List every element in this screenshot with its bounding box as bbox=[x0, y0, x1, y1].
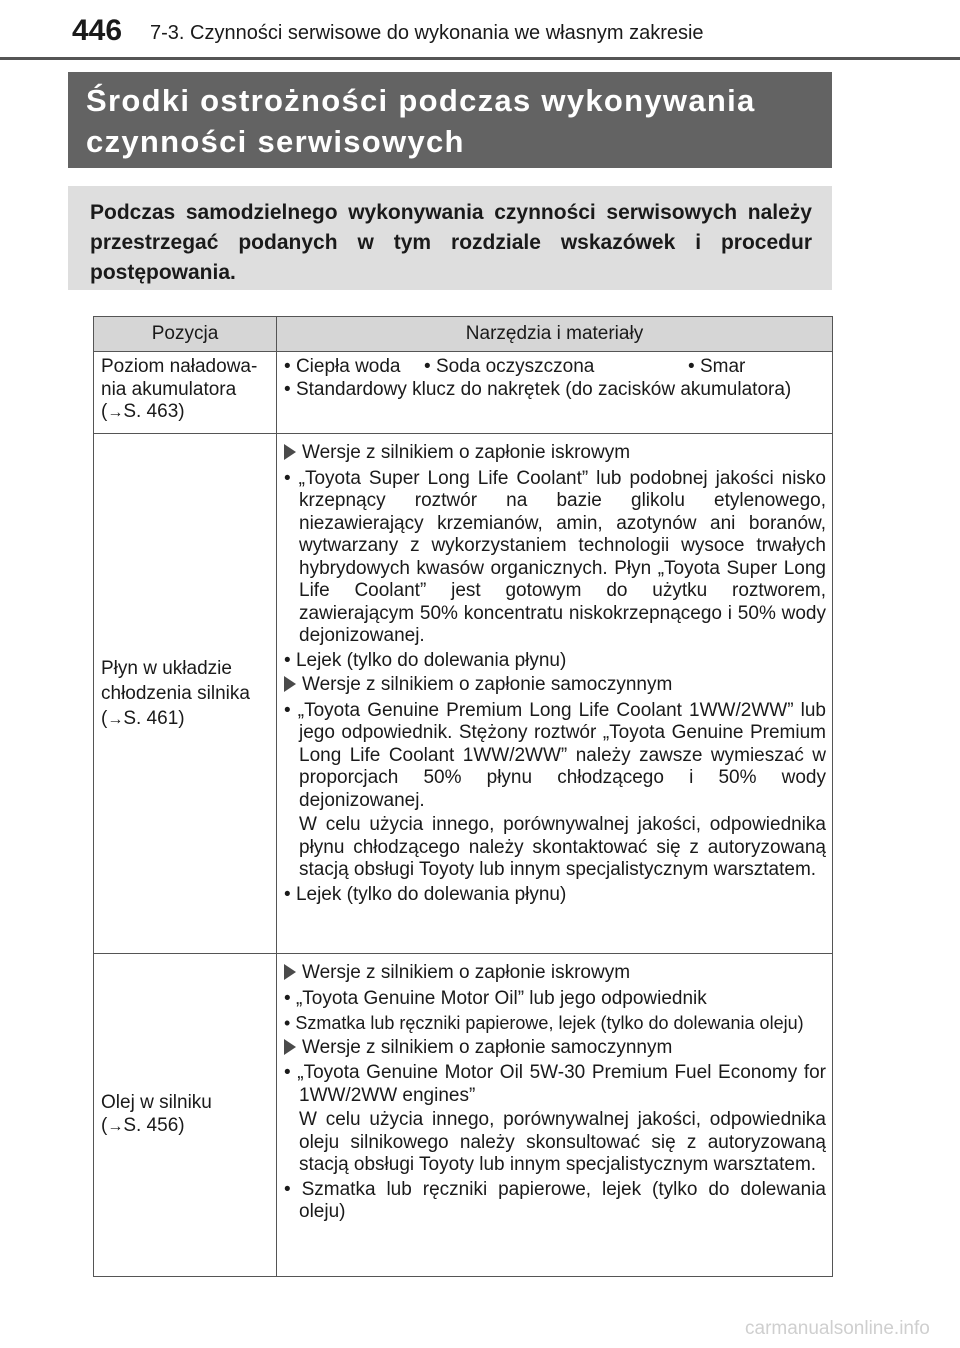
position-line: nia akumulatora bbox=[101, 378, 237, 400]
arrow-right-icon: → bbox=[107, 404, 124, 421]
tool-name: Standardowy klucz do nakrętek (do zacisków akumulatora) bbox=[295, 378, 792, 400]
list-item: • Szmatka lub ręczniki papierowe, lejek (tylko do dolewania oleju) bbox=[284, 1178, 826, 1222]
bullet-icon: • bbox=[284, 883, 291, 905]
page-title-line1: Środki ostrożności podczas wykonywania bbox=[86, 83, 756, 118]
triangle-right-icon bbox=[284, 444, 296, 460]
position-cell bbox=[94, 434, 277, 954]
list-item bbox=[284, 379, 826, 402]
list-item: • „Toyota Genuine Motor Oil” lub jego odpowiednik bbox=[284, 987, 707, 1009]
intro-paragraph: Podczas samodzielnego wykonywania czynności serwisowych należy przestrzegać podanych w tym rozdziale wskazówek i procedur postępowania. bbox=[68, 186, 832, 290]
triangle-right-icon bbox=[284, 676, 296, 692]
list-item: • Szmatka lub ręczniki papierowe, lejek (tylko do dolewania oleju) bbox=[284, 1013, 804, 1033]
list-item: • „Toyota Genuine Motor Oil 5W-30 Premium Fuel Economy for 1WW/2WW engines” bbox=[284, 1062, 826, 1106]
bullet-icon: • bbox=[284, 1013, 291, 1033]
triangle-right-icon bbox=[284, 1039, 296, 1055]
table-row bbox=[94, 434, 833, 954]
list-item: • „Toyota Super Long Life Coolant” lub podobnej jakości nisko krzepnący roztwór na bazie glikolu etylenowego, niezawierający krzemianów, amin, azotynów ani boranów, wytwarzany z wykorzystaniem technologii wysoce trwałych hybrydowych kwasów organicznych. Płyn „Toyota Super Long Life Coolant” jest gotowym do użytku roztworem, zawierającym 50% koncentratu niskokrzepnącego i 50% wody dejonizowanej. bbox=[284, 467, 827, 646]
list-item: • „Toyota Genuine Premium Long Life Coolant 1WW/2WW” lub jego odpowiednik. Stężony roztwór „Toyota Genuine Premium Long Life Coolant 1WW/2WW” należy zawsze wymieszać w proporcjach 50% płynu chłodzącego i 50% wody dejonizowanej. bbox=[284, 699, 826, 811]
arrow-right-icon: → bbox=[107, 710, 124, 728]
bullet-icon: • bbox=[688, 356, 695, 377]
page-reference: (→S. 463) bbox=[101, 401, 185, 422]
list-item bbox=[284, 356, 826, 379]
bullet-icon: • bbox=[424, 356, 431, 377]
arrow-right-icon: → bbox=[107, 1117, 124, 1135]
bullet-icon: • bbox=[284, 649, 291, 671]
column-header-position: Pozycja bbox=[94, 317, 277, 352]
page-title bbox=[68, 72, 832, 168]
position-line: Poziom naładowa- bbox=[101, 356, 258, 377]
tools-cell bbox=[277, 954, 833, 1277]
tool-name: Soda oczyszczona bbox=[435, 356, 595, 377]
section-title: 7-3. Czynności serwisowe do wykonania we własnym zakresie bbox=[150, 22, 704, 44]
page-reference: (→S. 456) bbox=[101, 1114, 185, 1136]
tools-table bbox=[93, 316, 833, 1277]
page-title-line2: czynności serwisowych bbox=[86, 124, 465, 159]
tools-cell bbox=[277, 434, 833, 954]
note-paragraph: W celu użycia innego, porównywalnej jakości, odpowiednika płynu chłodzącego należy skontaktować się z autoryzowaną stacją obsługi Toyoty lub innym specjalistycznym warsztatem. bbox=[299, 814, 826, 880]
bullet-icon: • bbox=[284, 699, 291, 721]
subheading: Wersje z silnikiem o zapłonie iskrowym bbox=[284, 962, 826, 985]
bullet-icon: • bbox=[284, 1062, 291, 1083]
bullet-icon: • bbox=[284, 356, 291, 377]
page-reference-link[interactable]: S. 463 bbox=[123, 401, 179, 422]
bullet-icon: • bbox=[284, 378, 291, 400]
position-line: chłodzenia silnika bbox=[101, 682, 250, 704]
subheading: Wersje z silnikiem o zapłonie iskrowym bbox=[284, 442, 826, 465]
page-number: 446 bbox=[72, 14, 123, 47]
list-item: • Lejek (tylko do dolewania płynu) bbox=[284, 883, 567, 905]
page-reference-link[interactable]: S. 456 bbox=[123, 1114, 179, 1136]
position-line: Olej w silniku bbox=[101, 1092, 212, 1113]
tool-name: Smar bbox=[699, 356, 746, 377]
bullet-icon: • bbox=[284, 987, 291, 1009]
page-reference-link[interactable]: S. 461 bbox=[123, 707, 179, 729]
triangle-right-icon bbox=[284, 964, 296, 980]
page-reference: (→S. 461) bbox=[101, 707, 185, 729]
tool-name: Ciepła woda bbox=[295, 356, 401, 377]
position-cell bbox=[94, 954, 277, 1277]
position-line: Płyn w układzie bbox=[101, 657, 232, 679]
bullet-icon: • bbox=[284, 467, 291, 489]
column-header-tools: Narzędzia i materiały bbox=[277, 317, 833, 352]
subheading: Wersje z silnikiem o zapłonie samoczynnym bbox=[284, 1037, 826, 1060]
table-row bbox=[94, 954, 833, 1277]
page-header bbox=[0, 0, 960, 62]
tools-cell bbox=[277, 352, 833, 434]
bullet-icon: • bbox=[284, 1178, 291, 1200]
watermark: carmanualsonline.info bbox=[745, 1318, 930, 1339]
position-cell bbox=[94, 352, 277, 434]
subheading: Wersje z silnikiem o zapłonie samoczynnym bbox=[284, 674, 826, 697]
header-rule bbox=[0, 57, 960, 60]
list-item: • Lejek (tylko do dolewania płynu) bbox=[284, 649, 567, 671]
table-header-row bbox=[94, 317, 833, 352]
note-paragraph: W celu użycia innego, porównywalnej jakości, odpowiednika oleju silnikowego należy skonsultować się z autoryzowaną stacją obsługi Toyoty lub innym specjalistycznym warsztatem. bbox=[299, 1109, 826, 1175]
table-row bbox=[94, 352, 833, 434]
